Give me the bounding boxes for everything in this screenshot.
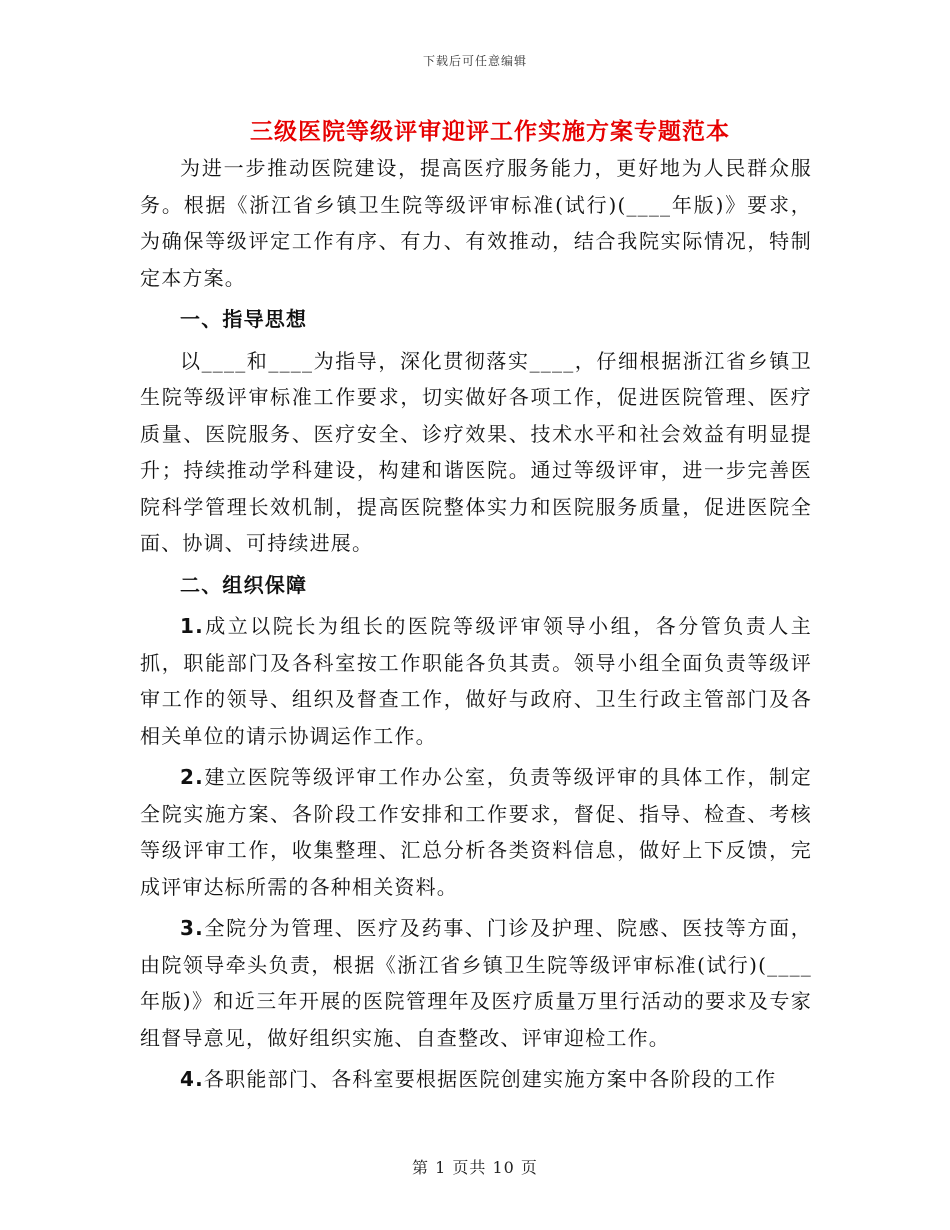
list-item-text: 各职能部门、各科室要根据医院创建实施方案中各阶段的工作	[203, 1067, 777, 1091]
list-item	[140, 759, 812, 905]
document-title: 三级医院等级评审迎评工作实施方案专题范本	[250, 118, 730, 145]
header-note: 下载后可任意编辑	[422, 54, 527, 68]
section-2-heading: 二、组织保障	[180, 572, 308, 597]
list-item-text: 建立医院等级评审工作办公室，负责等级评审的具体工作，制定全院实施方案、各阶段工作安排和工作要求，督促、指导、检查、考核等级评审工作，收集整理、汇总分析各类资料信息，做好上下反馈，完成评审达标所需的各种相关资料。	[140, 765, 812, 899]
list-item	[140, 608, 812, 754]
section-1-paragraph: 以____和____为指导，深化贯彻落实____，仔细根据浙江省乡镇卫生院等级评审标准工作要求，切实做好各项工作，促进医院管理、医疗质量、医院服务、医疗安全、诊疗效果、技术水平和社会效益有明显提升；持续推动学科建设，构建和谐医院。通过等级评审，进一步完善医院科学管理长效机制，提高医院整体实力和医院服务质量，促进医院全面、协调、可持续进展。	[140, 348, 812, 555]
list-item	[140, 910, 812, 1056]
list-item-number: 1.	[180, 614, 204, 638]
list-item-number: 4.	[180, 1067, 204, 1091]
list-item-number: 3.	[180, 916, 204, 940]
list-item	[140, 1061, 812, 1098]
document-body	[140, 150, 812, 1098]
list-item-number: 2.	[180, 765, 204, 789]
list-item-text: 成立以院长为组长的医院等级评审领导小组，各分管负责人主抓，职能部门及各科室按工作职能各负其责。领导小组全面负责等级评审工作的领导、组织及督查工作，做好与政府、卫生行政主管部门及各相关单位的请示协调运作工作。	[140, 614, 812, 748]
intro-paragraph: 为进一步推动医院建设，提高医疗服务能力，更好地为人民群众服务。根据《浙江省乡镇卫生院等级评审标准(试行)(____年版)》要求，为确保等级评定工作有序、有力、有效推动，结合我院实际情况，特制定本方案。	[140, 156, 812, 290]
page-number: 第 1 页共 10 页	[412, 1158, 538, 1177]
list-item-text: 全院分为管理、医疗及药事、门诊及护理、院感、医技等方面，由院领导牵头负责，根据《浙江省乡镇卫生院等级评审标准(试行)(____年版)》和近三年开展的医院管理年及医疗质量万里行活动的要求及专家组督导意见，做好组织实施、自查整改、评审迎检工作。	[140, 916, 812, 1050]
section-1-heading: 一、指导思想	[180, 307, 308, 331]
